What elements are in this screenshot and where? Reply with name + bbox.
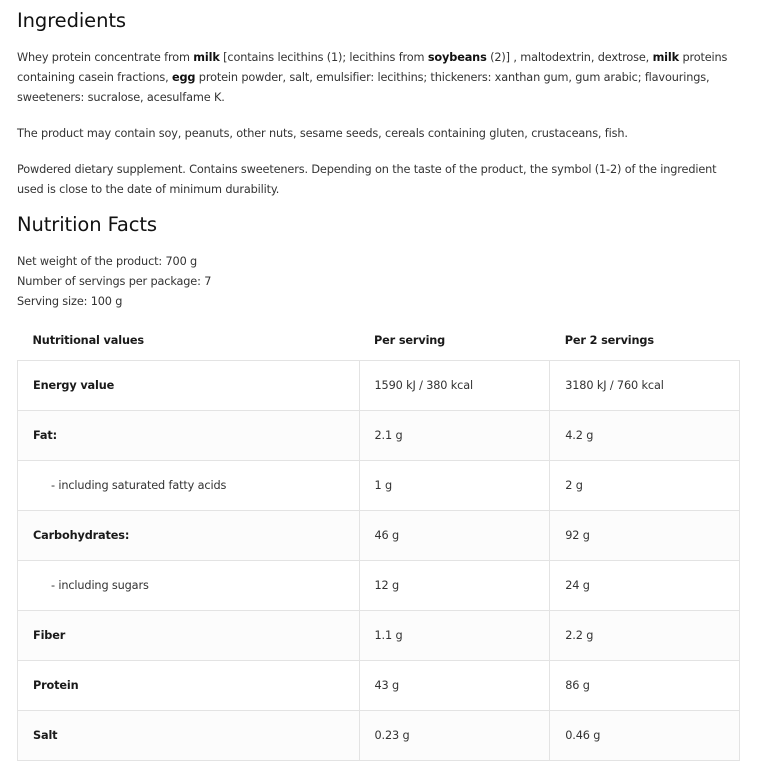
per-2-servings-value: 2 g bbox=[550, 460, 740, 510]
nutrient-label: - including saturated fatty acids bbox=[18, 460, 360, 510]
ingredients-text bbox=[17, 48, 737, 108]
column-header-per-serving: Per serving bbox=[374, 333, 446, 347]
table-row bbox=[18, 410, 740, 460]
per-serving-value: 1 g bbox=[359, 460, 550, 510]
nutrient-label: Protein bbox=[18, 660, 360, 710]
per-2-servings-value: 4.2 g bbox=[550, 410, 740, 460]
table-row bbox=[18, 660, 740, 710]
table-row bbox=[18, 610, 740, 660]
per-serving-value: 2.1 g bbox=[359, 410, 550, 460]
ingredients-heading: Ingredients bbox=[17, 9, 126, 32]
table-row bbox=[18, 360, 740, 410]
nutrient-label: - including sugars bbox=[18, 560, 360, 610]
allergen-highlight: milk bbox=[193, 51, 220, 64]
per-2-servings-value: 2.2 g bbox=[550, 610, 740, 660]
per-2-servings-value: 86 g bbox=[550, 660, 740, 710]
allergen-highlight: soybeans bbox=[427, 51, 487, 64]
nutrition-table-body bbox=[18, 360, 740, 760]
ingredient-text-run: proteins containing casein fractions, bbox=[17, 51, 728, 84]
nutrition-table bbox=[17, 321, 740, 761]
ingredient-text-run: [contains lecithins (1); lecithins from bbox=[219, 51, 428, 64]
table-row bbox=[18, 710, 740, 760]
ingredient-text-run: (2)] , maltodextrin, dextrose, bbox=[486, 51, 653, 64]
ingredient-text-run: protein powder, salt, emulsifier: lecithins; thickeners: xanthan gum, gum arabic; flavourings, sweeteners: sucralose, acesulfame K. bbox=[17, 71, 710, 104]
per-serving-value: 1.1 g bbox=[359, 610, 550, 660]
nutrient-label: Salt bbox=[18, 710, 360, 760]
allergen-highlight: milk bbox=[652, 51, 679, 64]
supplement-note: Powdered dietary supplement. Contains sweeteners. Depending on the taste of the product, the symbol (1-2) of the ingredient used is close to the date of minimum durability. bbox=[17, 163, 717, 196]
ingredient-text-run: Whey protein concentrate from bbox=[17, 51, 194, 64]
nutrient-label: Carbohydrates: bbox=[18, 510, 360, 560]
column-header-per-2-servings: Per 2 servings bbox=[564, 333, 654, 347]
per-serving-value: 0.23 g bbox=[359, 710, 550, 760]
table-row bbox=[18, 460, 740, 510]
nutrition-heading: Nutrition Facts bbox=[17, 213, 157, 236]
net-weight: Net weight of the product: 700 g bbox=[17, 255, 198, 268]
serving-size: Serving size: 100 g bbox=[17, 295, 123, 308]
per-2-servings-value: 24 g bbox=[550, 560, 740, 610]
column-header-nutritional-values: Nutritional values bbox=[32, 333, 144, 347]
nutrient-label: Fat: bbox=[18, 410, 360, 460]
per-serving-value: 46 g bbox=[359, 510, 550, 560]
nutrient-label: Energy value bbox=[18, 360, 360, 410]
table-row bbox=[18, 560, 740, 610]
nutrient-label: Fiber bbox=[18, 610, 360, 660]
table-row bbox=[18, 510, 740, 560]
per-2-servings-value: 0.46 g bbox=[550, 710, 740, 760]
servings-per-package: Number of servings per package: 7 bbox=[17, 275, 212, 288]
per-serving-value: 43 g bbox=[359, 660, 550, 710]
allergen-text: The product may contain soy, peanuts, other nuts, sesame seeds, cereals containing gluten, crustaceans, fish. bbox=[17, 127, 628, 140]
table-header-row bbox=[18, 321, 740, 360]
allergen-highlight: egg bbox=[171, 71, 196, 84]
per-serving-value: 1590 kJ / 380 kcal bbox=[359, 360, 550, 410]
per-2-servings-value: 3180 kJ / 760 kcal bbox=[550, 360, 740, 410]
per-serving-value: 12 g bbox=[359, 560, 550, 610]
per-2-servings-value: 92 g bbox=[550, 510, 740, 560]
